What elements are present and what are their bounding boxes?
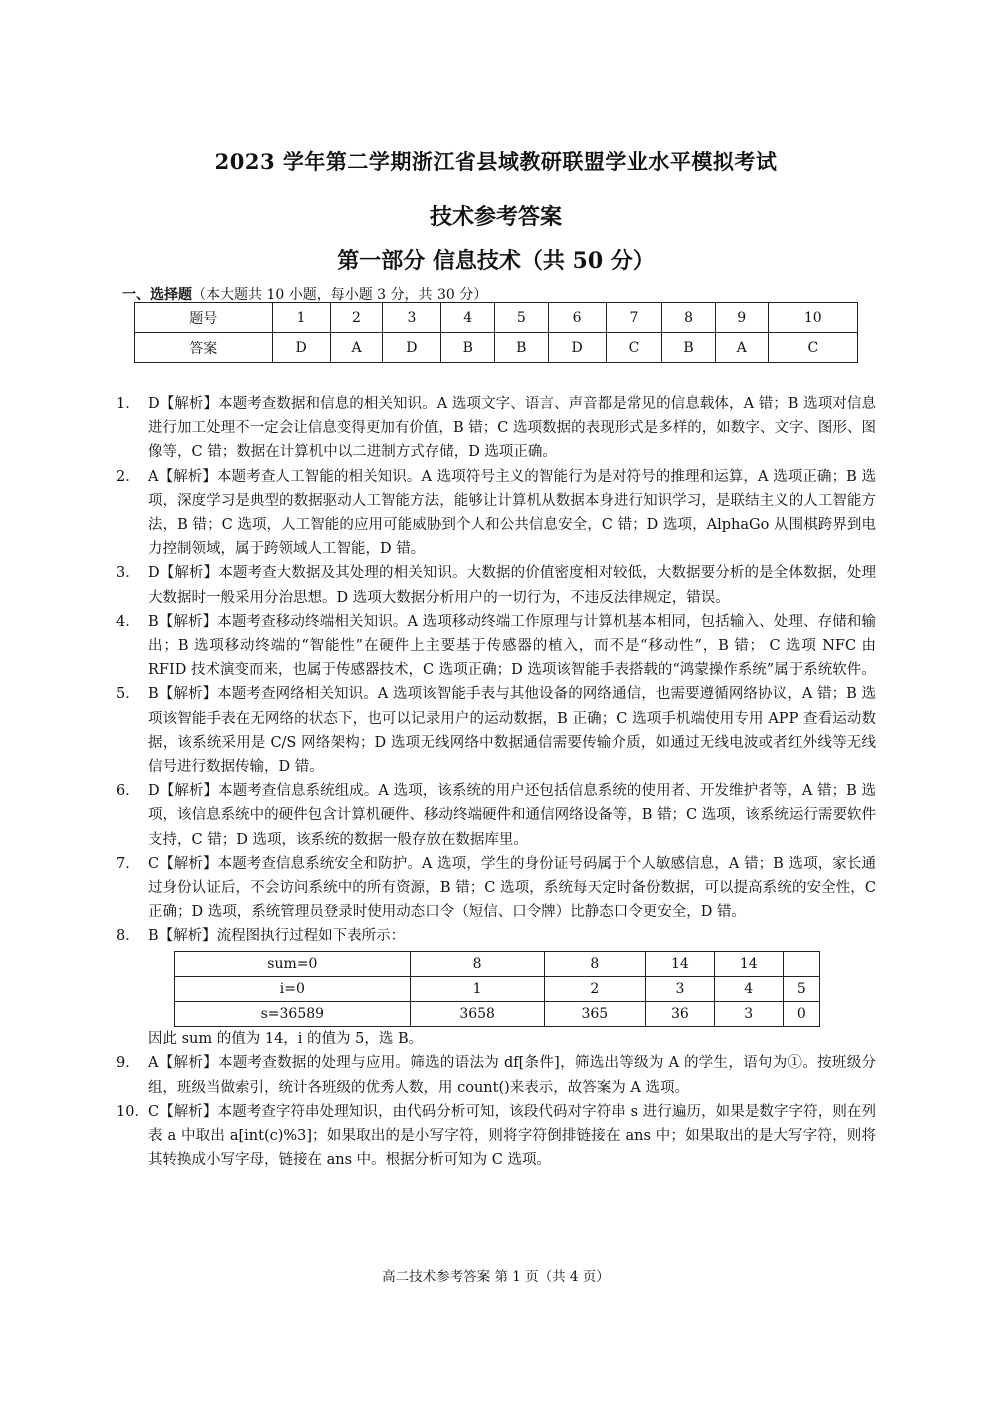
table-cell: 3658	[410, 1002, 544, 1027]
item-text: B【解析】流程图执行过程如下表所示：	[148, 928, 406, 945]
table-cell: 8	[410, 951, 544, 976]
question-number: 2	[330, 303, 383, 333]
section-label: 一、选择题	[122, 287, 192, 303]
list-item	[116, 779, 876, 852]
answer-cell: B	[441, 333, 495, 363]
answer-cell: B	[495, 333, 549, 363]
table-cell: 3	[646, 976, 715, 1001]
item-text: B【解析】本题考查网络相关知识。A 选项该智能手表与其他设备的网络通信，也需要遵循网络协议，A 错；B 选项该智能手表在无网络的状态下，也可以记录用户的运动数据，B 正确；C 选项手机端使用专用 APP 查看运动数据，该系统采用是 C/S 网络架构；D 选项无线网络中数据通信需要传输介质，如通过无线电波或者红外线等无线信号进行数据传输，D 错。	[148, 686, 876, 776]
table-cell: 0	[783, 1002, 819, 1027]
question-number: 3	[383, 303, 441, 333]
item-text: D【解析】本题考查信息系统组成。A 选项，该系统的用户还包括信息系统的使用者、开发维护者等，A 错；B 选项，该信息系统中的硬件包含计算机硬件、移动终端硬件和通信网络设备等，B 错；C 选项，该系统运行需要软件支持，C 错；D 选项，该系统的数据一般存放在数据库里。	[148, 783, 876, 848]
list-item	[116, 1100, 876, 1173]
answer-cell: D	[548, 333, 606, 363]
item-8-conclusion: 因此 sum 的值为 14，i 的值为 5，选 B。	[148, 1031, 424, 1048]
item-text: A【解析】本题考查人工智能的相关知识。A 选项符号主义的智能行为是对符号的推理和运算，A 选项正确；B 选项，深度学习是典型的数据驱动人工智能方法，能够让计算机从数据本身进行知识学习，是联结主义的人工智能方法，B 错；C 选项，人工智能的应用可能威胁到个人和公共信息安全，C 错；D 选项，AlphaGo 从围棋跨界到电力控制领域，属于跨领域人工智能，D 错。	[148, 468, 876, 558]
answer-cell: C	[606, 333, 662, 363]
question-number: 6	[548, 303, 606, 333]
question-number: 5	[495, 303, 549, 333]
table-cell: 365	[544, 1002, 645, 1027]
question-number: 9	[715, 303, 768, 333]
table-cell: 3	[714, 1002, 783, 1027]
question-number: 8	[662, 303, 716, 333]
answer-cell: D	[383, 333, 441, 363]
item-number: 2．	[116, 468, 140, 485]
item-number: 6．	[116, 783, 140, 800]
item-text: D【解析】本题考查大数据及其处理的相关知识。大数据的价值密度相对较低，大数据要分析的是全体数据，处理大数据时一般采用分治思想。D 选项大数据分析用户的一切行为，不违反法律规定，错误。	[148, 565, 876, 606]
question-number: 7	[606, 303, 662, 333]
answer-table	[134, 302, 858, 363]
list-item	[116, 561, 876, 609]
item-number: 9．	[116, 1055, 140, 1072]
list-item	[116, 682, 876, 779]
item-text: B【解析】本题考查移动终端相关知识。A 选项移动终端工作原理与计算机基本相同，包括输入、处理、存储和输出；B 选项移动终端的“智能性”在硬件上主要基于传感器的植入，而不是“移动性”，B 错； C 选项 NFC 由 RFID 技术演变而来，也属于传感器技术，C 选项正确；D 选项该智能手表搭载的“鸿蒙操作系统”属于系统软件。	[148, 613, 876, 679]
table-row	[175, 1002, 820, 1027]
table-cell: 5	[783, 976, 819, 1001]
item-number: 10．	[116, 1103, 149, 1120]
table-cell: 14	[646, 951, 715, 976]
item-number: 5．	[116, 686, 140, 703]
item-number: 1．	[116, 396, 140, 412]
list-item	[116, 852, 876, 925]
answer-cell: A	[330, 333, 383, 363]
question-number: 10	[768, 303, 857, 333]
table-row	[175, 951, 820, 976]
question-number: 4	[441, 303, 495, 333]
item-text: D【解析】本题考查数据和信息的相关知识。A 选项文字、语言、声音都是常见的信息载体，A 错；B 选项对信息进行加工处理不一定会让信息变得更加有价值，B 错；C 选项数据的表现形式是多样的，如数字、文字、图形、图像等，C 错；数据在计算机中以二进制方式存储，D 选项正确。	[148, 396, 876, 461]
item-number: 8．	[116, 928, 140, 945]
item-number: 7．	[116, 855, 140, 872]
section-desc: （本大题共 10 小题，每小题 3 分，共 30 分）	[192, 287, 488, 303]
page-footer: 高二技术参考答案 第 1 页（共 4 页）	[382, 1269, 610, 1285]
table-row	[175, 976, 820, 1001]
flow-table	[174, 951, 820, 1028]
table-cell: 36	[646, 1002, 715, 1027]
list-item	[116, 392, 876, 465]
table-cell: 4	[714, 976, 783, 1001]
answer-cell: D	[272, 333, 330, 363]
table-cell: 1	[410, 976, 544, 1001]
section-heading	[122, 284, 487, 304]
exam-title: 2023 学年第二学期浙江省县域教研联盟学业水平模拟考试	[214, 149, 778, 174]
part-title: 第一部分 信息技术（共 50 分）	[337, 248, 655, 274]
table-cell: 2	[544, 976, 645, 1001]
question-number: 1	[272, 303, 330, 333]
explanation-list	[116, 392, 876, 1173]
table-row-answers	[135, 333, 858, 363]
list-item	[116, 1051, 876, 1099]
list-item	[116, 610, 876, 683]
item-text: C【解析】本题考查信息系统安全和防护。A 选项，学生的身份证号码属于个人敏感信息，A 错；B 选项，家长通过身份认证后，不会访问系统中的所有资源，B 错；C 选项，系统每天定时备份数据，可以提高系统的安全性，C 正确；D 选项，系统管理员登录时使用动态口令（短信、口令牌）比静态口令更安全，D 错。	[148, 855, 876, 921]
answer-cell: A	[715, 333, 768, 363]
item-text: A【解析】本题考查数据的处理与应用。筛选的语法为 df[条件]，筛选出等级为 A 的学生，语句为①。按班级分组，班级当做索引，统计各班级的优秀人数，用 count()来表示，故答案为 A 选项。	[148, 1055, 876, 1096]
list-item	[116, 924, 876, 948]
item-number: 4．	[116, 613, 140, 630]
item-number: 3．	[116, 565, 140, 582]
answer-cell: C	[768, 333, 857, 363]
table-cell	[783, 951, 819, 976]
answer-subtitle: 技术参考答案	[429, 204, 562, 230]
list-item	[116, 465, 876, 562]
table-cell: 8	[544, 951, 645, 976]
table-cell: i=0	[175, 976, 411, 1001]
item-text: C【解析】本题考查字符串处理知识，由代码分析可知，该段代码对字符串 s 进行遍历，如果是数字字符，则在列表 a 中取出 a[int(c)%3]；如果取出的是小写字符，则将字符倒排链接在 ans 中；如果取出的是大写字符，则将其转换成小写字母，链接在 ans 中。根据分析可知为 C 选项。	[148, 1103, 876, 1169]
table-cell: s=36589	[175, 1002, 411, 1027]
table-cell: 14	[714, 951, 783, 976]
row-header: 题号	[135, 303, 273, 333]
answer-cell: B	[662, 333, 716, 363]
table-row-numbers	[135, 303, 858, 333]
table-cell: sum=0	[175, 951, 411, 976]
row-header: 答案	[135, 333, 273, 363]
